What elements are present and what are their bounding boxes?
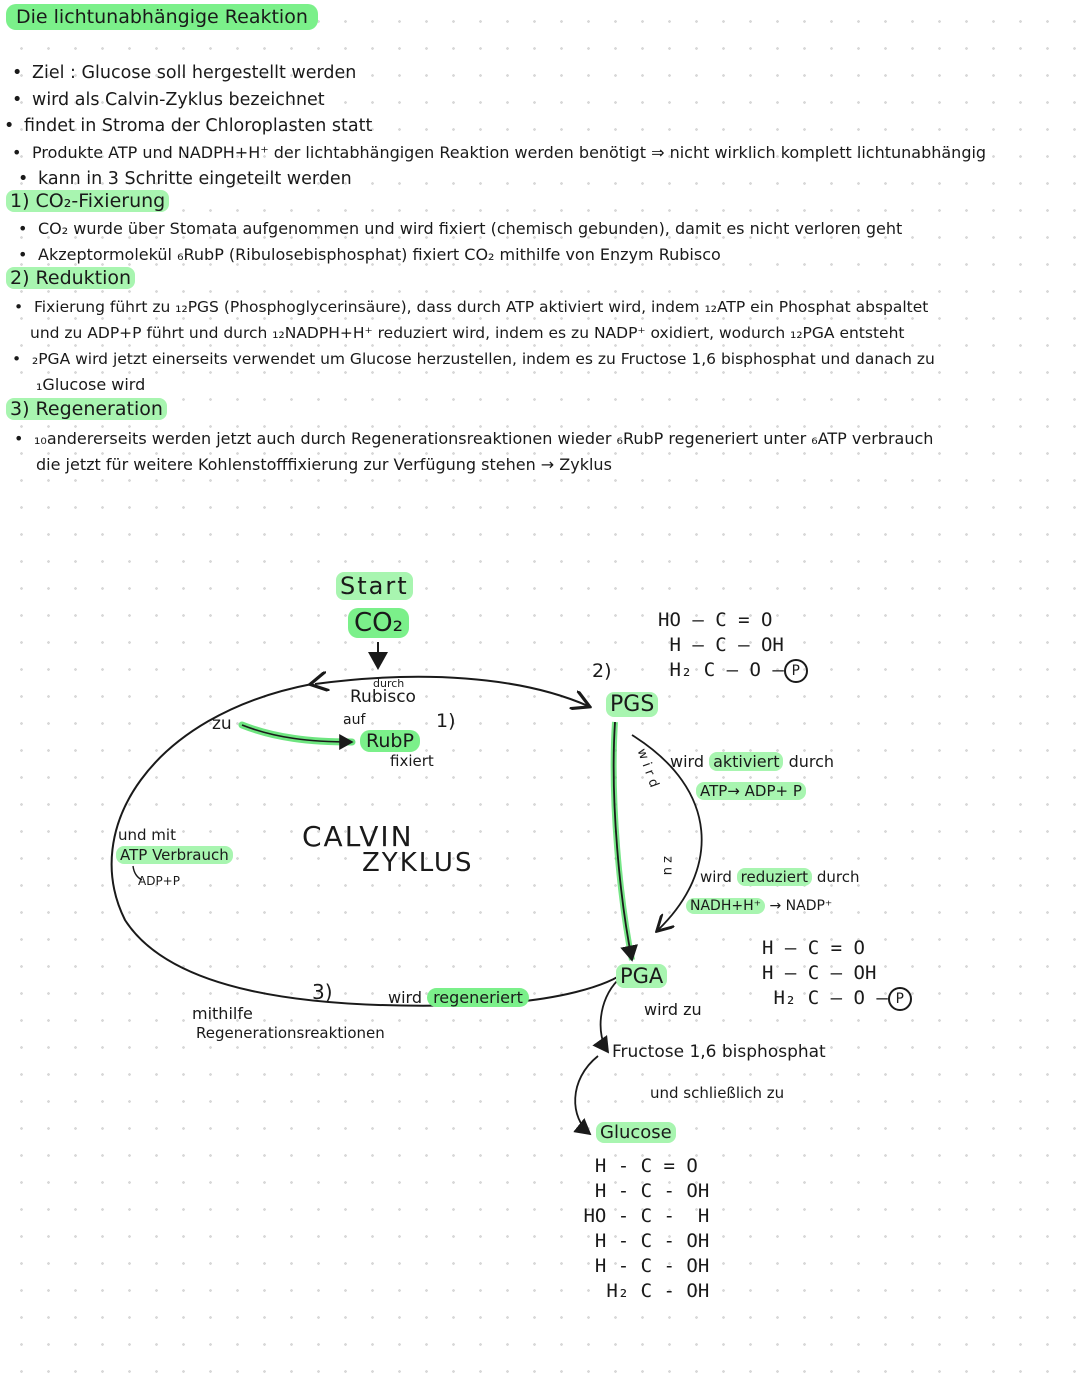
atp-adp-text: ATP→ ADP+ P	[696, 782, 806, 800]
step3-line-2: die jetzt für weitere Kohlenstofffixierung zur Verfügung stehen → Zyklus	[36, 455, 612, 474]
atp-verbrauch-text: ATP Verbrauch	[116, 846, 233, 864]
page-title: Die lichtunabhängige Reaktion	[6, 4, 318, 30]
auf-label: auf	[343, 712, 366, 728]
atp-verbrauch-label	[116, 846, 233, 864]
wird-r-text: wird	[700, 868, 732, 886]
glucose-formula-line: HO - C - H	[572, 1205, 710, 1227]
fructose-label: Fructose 1,6 bisphosphat	[612, 1042, 826, 1062]
intro-line-1: • Ziel : Glucose soll hergestellt werden	[32, 60, 356, 86]
pgs-formula-line-3	[658, 658, 808, 683]
pgs-text: PGS	[606, 692, 658, 717]
phosphate-icon: P	[888, 987, 912, 1011]
glucose-formula-line: H - C - OH	[572, 1255, 710, 1277]
step3-number: 3)	[312, 980, 333, 1004]
adp-p-label: ADP+P	[138, 874, 180, 888]
co2-label	[348, 608, 409, 638]
wird-zu-label: wird zu	[644, 1000, 702, 1019]
pgs-label	[606, 692, 658, 717]
regenerationsreaktionen-label: Regenerationsreaktionen	[196, 1024, 385, 1042]
glucose-formula-line: H₂ C - OH	[572, 1280, 710, 1302]
pgs-formula-line-2: H — C — OH	[658, 634, 784, 656]
intro-line-2: • wird als Calvin-Zyklus bezeichnet	[32, 87, 325, 113]
pga-formula-line-2: H — C — OH	[762, 962, 877, 984]
nadh-text: NADH+H⁺	[686, 898, 765, 914]
pga-formula-line-1: H — C = O	[762, 937, 865, 959]
intro-line-4: • Produkte ATP und NADPH+H⁺ der lichtabhängigen Reaktion werden benötigt ⇒ nicht wirklich komplett lichtunabhängig	[32, 140, 986, 166]
intro-line-3: • findet in Stroma der Chloroplasten statt	[24, 113, 372, 139]
aktiviert-text: aktiviert	[709, 752, 783, 771]
pga-formula-line-3	[762, 986, 912, 1011]
zu-vertical-label: z u	[660, 856, 675, 876]
wird-text: wird	[388, 988, 422, 1007]
step1-line-2: • Akzeptormolekül ₆RubP (Ribulosebisphosphat) fixiert CO₂ mithilfe von Enzym Rubisco	[38, 242, 721, 268]
fructose-glucose-arrow	[575, 1056, 598, 1134]
wird-a-text: wird	[670, 752, 704, 771]
nadp-text: → NADP⁺	[769, 898, 833, 914]
und-mit-label: und mit	[118, 826, 176, 844]
pgs-formula	[658, 608, 808, 683]
atp-adp-label	[696, 782, 806, 800]
fixiert-label: fixiert	[390, 752, 434, 770]
start-text: Start	[336, 572, 413, 600]
step2-line-1: • Fixierung führt zu ₁₂PGS (Phosphoglycerinsäure), dass durch ATP aktiviert wird, indem ₁₂ATP ein Phosphat abspaltet	[34, 294, 928, 320]
zyklus-label: ZYKLUS	[362, 848, 474, 878]
step2-line-3: • ₂PGA wird jetzt einerseits verwendet um Glucose herzustellen, indem es zu Fructose 1,6 bisphosphat und danach zu	[32, 346, 935, 372]
pga-label	[616, 964, 667, 988]
step1-line-1: • CO₂ wurde über Stomata aufgenommen und wird fixiert (chemisch gebunden), damit es nicht verloren geht	[38, 216, 902, 242]
step2-number: 2)	[592, 660, 612, 682]
glucose-formula-line: H - C - OH	[572, 1230, 710, 1252]
pgs-formula-line-1: HO — C = O	[658, 609, 773, 631]
zu-label: zu	[212, 714, 232, 734]
step3-heading-text: 3) Regeneration	[6, 398, 167, 420]
step3-line-1: • ₁₀andererseits werden jetzt auch durch Regenerationsreaktionen wieder ₆RubP regeneriert unter ₆ATP verbrauch	[34, 426, 933, 452]
pga-text: PGA	[616, 964, 667, 988]
start-label	[336, 572, 413, 600]
phosphate-icon: P	[784, 659, 808, 683]
wird-reduziert-line	[700, 868, 859, 886]
step2-heading-text: 2) Reduktion	[6, 267, 135, 289]
step1-heading-text: 1) CO₂-Fixierung	[6, 190, 169, 212]
rubp-text: RubP	[360, 730, 420, 752]
durch-r-text: durch	[816, 868, 860, 886]
rubp-label	[360, 730, 420, 752]
nadh-line	[686, 898, 832, 914]
und-schliesslich-label: und schließlich zu	[650, 1084, 785, 1102]
glucose-formula-line: H - C = O	[572, 1155, 698, 1177]
glucose-formula-line: H - C - OH	[572, 1180, 710, 1202]
wird-regeneriert-line	[388, 988, 529, 1007]
pgs-formula-line-3-text: H₂ C — O —	[658, 659, 784, 681]
wird-aktiviert-line	[670, 752, 834, 771]
step2-line-2: und zu ADP+P führt und durch ₁₂NADPH+H⁺ reduziert wird, indem es zu NADP⁺ oxidiert, wodurch ₁₂PGA entsteht	[30, 324, 905, 342]
intro-line-5: • kann in 3 Schritte eingeteilt werden	[38, 166, 352, 192]
mithilfe-label: mithilfe	[192, 1004, 253, 1023]
calvin-label: CALVIN	[302, 820, 414, 853]
durch-a-text: durch	[788, 752, 835, 771]
step1-number: 1)	[436, 710, 456, 732]
glucose-label	[596, 1122, 676, 1143]
rubisco-label: Rubisco	[350, 687, 416, 707]
regeneriert-text: regeneriert	[427, 988, 529, 1007]
pga-formula-line-3-text: H₂ C — O —	[762, 987, 888, 1009]
step2-line-4: ₁Glucose wird	[36, 375, 146, 394]
co2-text: CO₂	[348, 608, 409, 638]
wird-vertical-label: w i r d	[633, 746, 662, 790]
glucose-text: Glucose	[596, 1122, 676, 1143]
glucose-formula	[572, 1154, 709, 1304]
reduziert-text: reduziert	[737, 868, 812, 886]
pga-formula	[762, 936, 912, 1011]
durch-label: durch	[373, 677, 405, 690]
